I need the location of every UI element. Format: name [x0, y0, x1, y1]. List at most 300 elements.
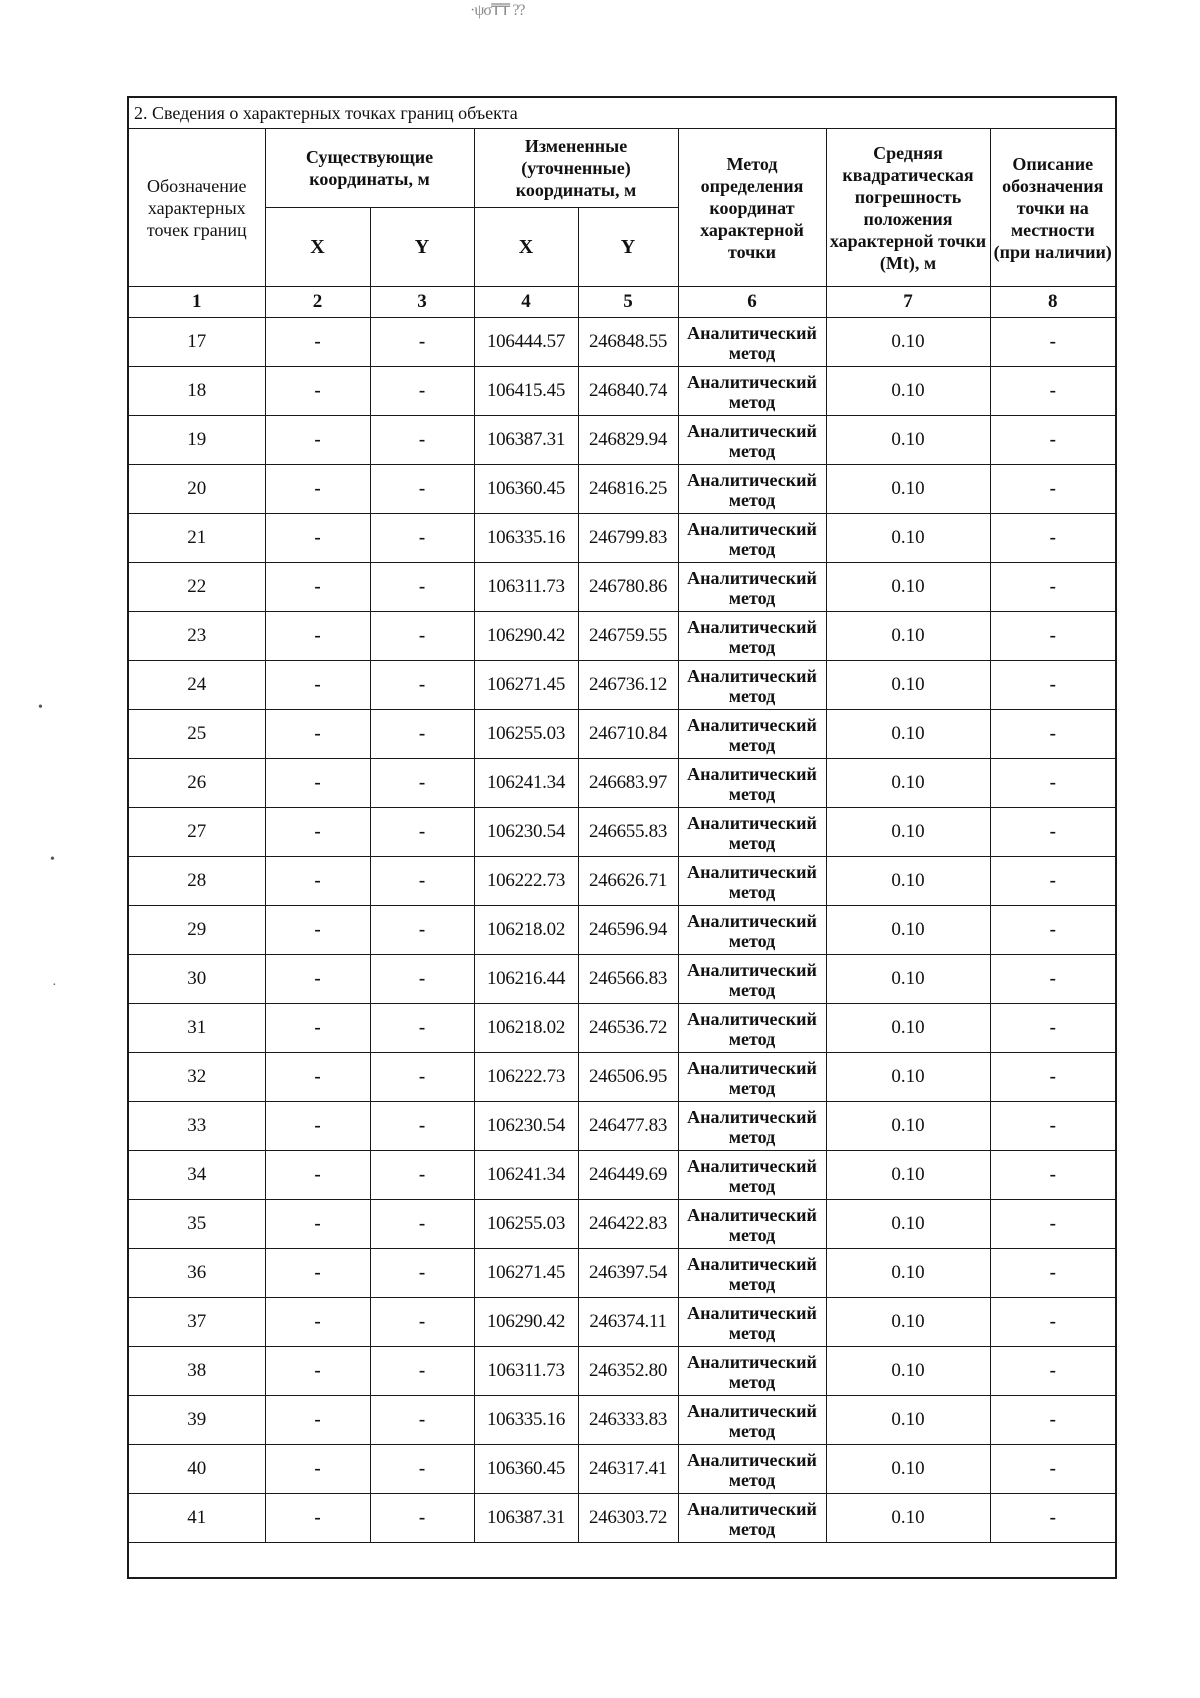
point-id-cell: 30 — [129, 955, 265, 1004]
method-cell — [678, 1053, 826, 1102]
table-row — [129, 661, 1115, 710]
description-cell: - — [990, 1347, 1115, 1396]
existing-y-cell: - — [370, 563, 474, 612]
table-row — [129, 612, 1115, 661]
existing-y-cell: - — [370, 906, 474, 955]
existing-x-cell: - — [265, 710, 370, 759]
description-cell: - — [990, 906, 1115, 955]
table-row — [129, 1004, 1115, 1053]
existing-x-cell: - — [265, 1151, 370, 1200]
table-header — [129, 129, 1115, 318]
changed-x-cell: 106241.34 — [474, 1151, 578, 1200]
existing-y-cell: - — [370, 612, 474, 661]
changed-y-cell: 246683.97 — [578, 759, 678, 808]
method-line-1: Аналитический — [687, 1106, 817, 1127]
table-row — [129, 563, 1115, 612]
method-line-1: Аналитический — [687, 1204, 817, 1225]
point-id-cell: 40 — [129, 1445, 265, 1494]
changed-x-cell: 106230.54 — [474, 808, 578, 857]
point-id-cell: 36 — [129, 1249, 265, 1298]
changed-x-cell: 106222.73 — [474, 1053, 578, 1102]
table-row — [129, 1396, 1115, 1445]
table-row — [129, 1053, 1115, 1102]
table-row — [129, 1494, 1115, 1543]
method-line-1: Аналитический — [687, 371, 817, 392]
method-line-1: Аналитический — [687, 861, 817, 882]
changed-x-cell: 106335.16 — [474, 514, 578, 563]
existing-y-cell: - — [370, 857, 474, 906]
changed-y-cell: 246422.83 — [578, 1200, 678, 1249]
existing-x-cell: - — [265, 1102, 370, 1151]
method-line-1: Аналитический — [687, 665, 817, 686]
changed-x-cell: 106290.42 — [474, 612, 578, 661]
existing-x-cell: - — [265, 612, 370, 661]
method-cell — [678, 1298, 826, 1347]
error-cell: 0.10 — [826, 416, 990, 465]
method-line-2: метод — [728, 538, 776, 559]
error-cell: 0.10 — [826, 1494, 990, 1543]
description-cell: - — [990, 1249, 1115, 1298]
existing-y-cell: - — [370, 318, 474, 367]
table-row — [129, 1298, 1115, 1347]
error-cell: 0.10 — [826, 1298, 990, 1347]
existing-x-cell: - — [265, 1445, 370, 1494]
method-line-1: Аналитический — [687, 1008, 817, 1029]
changed-x-cell: 106335.16 — [474, 1396, 578, 1445]
error-cell: 0.10 — [826, 808, 990, 857]
point-id-cell: 17 — [129, 318, 265, 367]
changed-x-cell: 106387.31 — [474, 416, 578, 465]
method-line-2: метод — [728, 342, 776, 363]
method-line-1: Аналитический — [687, 1498, 817, 1519]
method-line-1: Аналитический — [687, 567, 817, 588]
method-cell — [678, 1004, 826, 1053]
point-id-cell: 21 — [129, 514, 265, 563]
table-row — [129, 759, 1115, 808]
error-cell: 0.10 — [826, 1396, 990, 1445]
changed-y-cell: 246477.83 — [578, 1102, 678, 1151]
changed-x-cell: 106230.54 — [474, 1102, 578, 1151]
point-id-cell: 33 — [129, 1102, 265, 1151]
method-line-1: Аналитический — [687, 910, 817, 931]
method-cell — [678, 1200, 826, 1249]
method-cell — [678, 1396, 826, 1445]
method-line-2: метод — [728, 391, 776, 412]
point-id-cell: 24 — [129, 661, 265, 710]
existing-y-cell: - — [370, 1249, 474, 1298]
description-cell: - — [990, 612, 1115, 661]
method-line-2: метод — [728, 1224, 776, 1245]
description-cell: - — [990, 1445, 1115, 1494]
error-cell: 0.10 — [826, 1151, 990, 1200]
method-cell — [678, 955, 826, 1004]
error-cell: 0.10 — [826, 1004, 990, 1053]
table-row — [129, 1102, 1115, 1151]
point-id-cell: 31 — [129, 1004, 265, 1053]
column-number: 4 — [474, 287, 578, 318]
changed-y-cell: 246799.83 — [578, 514, 678, 563]
error-cell: 0.10 — [826, 955, 990, 1004]
error-cell: 0.10 — [826, 465, 990, 514]
table-row — [129, 1200, 1115, 1249]
header-changed-coords: Измененные (уточненные) координаты, м — [474, 129, 678, 208]
method-cell — [678, 416, 826, 465]
description-cell: - — [990, 465, 1115, 514]
header-changed-y: Y — [578, 208, 678, 287]
existing-x-cell: - — [265, 1249, 370, 1298]
existing-x-cell: - — [265, 808, 370, 857]
point-id-cell: 38 — [129, 1347, 265, 1396]
existing-x-cell: - — [265, 955, 370, 1004]
changed-y-cell: 246352.80 — [578, 1347, 678, 1396]
method-line-1: Аналитический — [687, 616, 817, 637]
header-existing-x: X — [265, 208, 370, 287]
changed-y-cell: 246710.84 — [578, 710, 678, 759]
table-row — [129, 808, 1115, 857]
method-line-1: Аналитический — [687, 1057, 817, 1078]
error-cell: 0.10 — [826, 514, 990, 563]
existing-y-cell: - — [370, 1396, 474, 1445]
existing-x-cell: - — [265, 661, 370, 710]
table-row — [129, 318, 1115, 367]
method-cell — [678, 1102, 826, 1151]
changed-y-cell: 246780.86 — [578, 563, 678, 612]
method-cell — [678, 514, 826, 563]
method-line-1: Аналитический — [687, 469, 817, 490]
method-line-1: Аналитический — [687, 1400, 817, 1421]
error-cell: 0.10 — [826, 367, 990, 416]
table-row — [129, 1445, 1115, 1494]
existing-y-cell: - — [370, 1347, 474, 1396]
method-line-2: метод — [728, 489, 776, 510]
changed-x-cell: 106360.45 — [474, 1445, 578, 1494]
method-cell — [678, 1347, 826, 1396]
table-row — [129, 465, 1115, 514]
method-line-2: метод — [728, 1322, 776, 1343]
existing-x-cell: - — [265, 1004, 370, 1053]
existing-y-cell: - — [370, 1151, 474, 1200]
table-row — [129, 367, 1115, 416]
changed-x-cell: 106271.45 — [474, 1249, 578, 1298]
changed-y-cell: 246759.55 — [578, 612, 678, 661]
description-cell: - — [990, 710, 1115, 759]
column-number: 1 — [129, 287, 265, 318]
margin-speck: • — [50, 852, 55, 867]
existing-y-cell: - — [370, 955, 474, 1004]
point-id-cell: 25 — [129, 710, 265, 759]
point-id-cell: 28 — [129, 857, 265, 906]
existing-y-cell: - — [370, 759, 474, 808]
method-line-1: Аналитический — [687, 1155, 817, 1176]
error-cell: 0.10 — [826, 318, 990, 367]
table-row — [129, 1151, 1115, 1200]
description-cell: - — [990, 367, 1115, 416]
existing-y-cell: - — [370, 1200, 474, 1249]
point-id-cell: 32 — [129, 1053, 265, 1102]
table-body — [129, 318, 1115, 1543]
method-line-2: метод — [728, 1518, 776, 1539]
changed-y-cell: 246626.71 — [578, 857, 678, 906]
method-line-2: метод — [728, 1126, 776, 1147]
error-cell: 0.10 — [826, 612, 990, 661]
method-cell — [678, 808, 826, 857]
existing-x-cell: - — [265, 1396, 370, 1445]
existing-y-cell: - — [370, 710, 474, 759]
existing-x-cell: - — [265, 1298, 370, 1347]
method-line-1: Аналитический — [687, 1351, 817, 1372]
changed-x-cell: 106218.02 — [474, 906, 578, 955]
method-cell — [678, 367, 826, 416]
column-numbers-row — [129, 287, 1115, 318]
table-row — [129, 955, 1115, 1004]
changed-x-cell: 106290.42 — [474, 1298, 578, 1347]
method-line-1: Аналитический — [687, 1302, 817, 1323]
description-cell: - — [990, 1004, 1115, 1053]
existing-y-cell: - — [370, 1053, 474, 1102]
table-row — [129, 416, 1115, 465]
header-existing-y: Y — [370, 208, 474, 287]
point-id-cell: 26 — [129, 759, 265, 808]
points-sheet — [127, 96, 1117, 1579]
description-cell: - — [990, 1494, 1115, 1543]
error-cell: 0.10 — [826, 1445, 990, 1494]
method-cell — [678, 318, 826, 367]
method-line-2: метод — [728, 685, 776, 706]
changed-y-cell: 246566.83 — [578, 955, 678, 1004]
point-id-cell: 20 — [129, 465, 265, 514]
changed-y-cell: 246506.95 — [578, 1053, 678, 1102]
column-number: 7 — [826, 287, 990, 318]
existing-y-cell: - — [370, 465, 474, 514]
error-cell: 0.10 — [826, 906, 990, 955]
method-line-1: Аналитический — [687, 322, 817, 343]
changed-y-cell: 246536.72 — [578, 1004, 678, 1053]
method-line-2: метод — [728, 1273, 776, 1294]
existing-x-cell: - — [265, 1200, 370, 1249]
existing-y-cell: - — [370, 661, 474, 710]
description-cell: - — [990, 759, 1115, 808]
method-cell — [678, 612, 826, 661]
error-cell: 0.10 — [826, 759, 990, 808]
header-existing-coords: Существующие координаты, м — [265, 129, 474, 208]
method-line-2: метод — [728, 1028, 776, 1049]
method-line-1: Аналитический — [687, 763, 817, 784]
method-cell — [678, 906, 826, 955]
changed-y-cell: 246333.83 — [578, 1396, 678, 1445]
existing-y-cell: - — [370, 1445, 474, 1494]
table-row — [129, 906, 1115, 955]
method-cell — [678, 1494, 826, 1543]
existing-x-cell: - — [265, 1053, 370, 1102]
point-id-cell: 41 — [129, 1494, 265, 1543]
table-row — [129, 1249, 1115, 1298]
existing-y-cell: - — [370, 416, 474, 465]
existing-x-cell: - — [265, 563, 370, 612]
method-line-2: метод — [728, 440, 776, 461]
existing-x-cell: - — [265, 1347, 370, 1396]
table-row — [129, 514, 1115, 563]
table-empty-row — [129, 1543, 1115, 1577]
description-cell: - — [990, 1102, 1115, 1151]
point-id-cell: 22 — [129, 563, 265, 612]
changed-y-cell: 246596.94 — [578, 906, 678, 955]
description-cell: - — [990, 857, 1115, 906]
changed-y-cell: 246816.25 — [578, 465, 678, 514]
existing-x-cell: - — [265, 367, 370, 416]
error-cell: 0.10 — [826, 1249, 990, 1298]
existing-x-cell: - — [265, 318, 370, 367]
method-line-2: метод — [728, 783, 776, 804]
changed-x-cell: 106387.31 — [474, 1494, 578, 1543]
method-line-2: метод — [728, 1175, 776, 1196]
changed-x-cell: 106216.44 — [474, 955, 578, 1004]
description-cell: - — [990, 955, 1115, 1004]
changed-y-cell: 246736.12 — [578, 661, 678, 710]
error-cell: 0.10 — [826, 563, 990, 612]
description-cell: - — [990, 563, 1115, 612]
column-number: 3 — [370, 287, 474, 318]
description-cell: - — [990, 1396, 1115, 1445]
changed-x-cell: 106241.34 — [474, 759, 578, 808]
changed-y-cell: 246303.72 — [578, 1494, 678, 1543]
method-line-1: Аналитический — [687, 420, 817, 441]
point-id-cell: 35 — [129, 1200, 265, 1249]
method-line-2: метод — [728, 979, 776, 1000]
header-designation: Обозначение характерных точек границ — [129, 129, 265, 287]
changed-y-cell: 246449.69 — [578, 1151, 678, 1200]
point-id-cell: 29 — [129, 906, 265, 955]
method-cell — [678, 1249, 826, 1298]
changed-x-cell: 106360.45 — [474, 465, 578, 514]
changed-y-cell: 246317.41 — [578, 1445, 678, 1494]
method-cell — [678, 759, 826, 808]
changed-y-cell: 246655.83 — [578, 808, 678, 857]
description-cell: - — [990, 1053, 1115, 1102]
changed-x-cell: 106255.03 — [474, 710, 578, 759]
description-cell: - — [990, 661, 1115, 710]
existing-y-cell: - — [370, 1494, 474, 1543]
existing-y-cell: - — [370, 1298, 474, 1347]
changed-x-cell: 106218.02 — [474, 1004, 578, 1053]
method-line-1: Аналитический — [687, 714, 817, 735]
margin-speck: • — [38, 700, 43, 715]
method-cell — [678, 1445, 826, 1494]
description-cell: - — [990, 416, 1115, 465]
method-line-1: Аналитический — [687, 812, 817, 833]
description-cell: - — [990, 1298, 1115, 1347]
changed-y-cell: 246397.54 — [578, 1249, 678, 1298]
characteristic-points-table — [129, 129, 1115, 1543]
error-cell: 0.10 — [826, 857, 990, 906]
existing-x-cell: - — [265, 857, 370, 906]
changed-x-cell: 106222.73 — [474, 857, 578, 906]
header-description: Описание обозначения точки на местности (при наличии) — [990, 129, 1115, 287]
method-line-2: метод — [728, 734, 776, 755]
table-row — [129, 857, 1115, 906]
changed-x-cell: 106415.45 — [474, 367, 578, 416]
method-cell — [678, 857, 826, 906]
existing-x-cell: - — [265, 416, 370, 465]
existing-x-cell: - — [265, 465, 370, 514]
description-cell: - — [990, 318, 1115, 367]
method-cell — [678, 710, 826, 759]
existing-x-cell: - — [265, 1494, 370, 1543]
method-cell — [678, 563, 826, 612]
error-cell: 0.10 — [826, 1102, 990, 1151]
point-id-cell: 18 — [129, 367, 265, 416]
existing-x-cell: - — [265, 759, 370, 808]
point-id-cell: 27 — [129, 808, 265, 857]
point-id-cell: 37 — [129, 1298, 265, 1347]
changed-x-cell: 106311.73 — [474, 563, 578, 612]
method-line-2: метод — [728, 1077, 776, 1098]
existing-y-cell: - — [370, 1004, 474, 1053]
changed-y-cell: 246840.74 — [578, 367, 678, 416]
description-cell: - — [990, 514, 1115, 563]
header-changed-x: X — [474, 208, 578, 287]
margin-speck: · — [52, 978, 57, 993]
header-method: Метод определения координат характерной точки — [678, 129, 826, 287]
changed-y-cell: 246374.11 — [578, 1298, 678, 1347]
changed-x-cell: 106444.57 — [474, 318, 578, 367]
method-line-2: метод — [728, 930, 776, 951]
table-row — [129, 710, 1115, 759]
point-id-cell: 39 — [129, 1396, 265, 1445]
method-line-2: метод — [728, 881, 776, 902]
header-error: Средняя квадратическая погрешность положения характерной точки (Mt), м — [826, 129, 990, 287]
changed-x-cell: 106255.03 — [474, 1200, 578, 1249]
existing-y-cell: - — [370, 514, 474, 563]
method-line-2: метод — [728, 587, 776, 608]
error-cell: 0.10 — [826, 1200, 990, 1249]
method-line-2: метод — [728, 1371, 776, 1392]
method-line-2: метод — [728, 636, 776, 657]
method-line-2: метод — [728, 1420, 776, 1441]
changed-y-cell: 246829.94 — [578, 416, 678, 465]
point-id-cell: 19 — [129, 416, 265, 465]
error-cell: 0.10 — [826, 661, 990, 710]
section-title: 2. Сведения о характерных точках границ объекта — [129, 98, 1115, 129]
point-id-cell: 23 — [129, 612, 265, 661]
description-cell: - — [990, 1200, 1115, 1249]
method-line-1: Аналитический — [687, 518, 817, 539]
description-cell: - — [990, 1151, 1115, 1200]
column-number: 6 — [678, 287, 826, 318]
point-id-cell: 34 — [129, 1151, 265, 1200]
error-cell: 0.10 — [826, 1347, 990, 1396]
method-line-1: Аналитический — [687, 959, 817, 980]
scan-artifact-mark: ·ψσ₸₸ ?? — [470, 2, 525, 19]
existing-y-cell: - — [370, 808, 474, 857]
changed-y-cell: 246848.55 — [578, 318, 678, 367]
changed-x-cell: 106311.73 — [474, 1347, 578, 1396]
method-line-1: Аналитический — [687, 1253, 817, 1274]
method-line-2: метод — [728, 1469, 776, 1490]
method-line-2: метод — [728, 832, 776, 853]
existing-y-cell: - — [370, 1102, 474, 1151]
error-cell: 0.10 — [826, 1053, 990, 1102]
existing-x-cell: - — [265, 906, 370, 955]
method-cell — [678, 1151, 826, 1200]
method-line-1: Аналитический — [687, 1449, 817, 1470]
method-cell — [678, 661, 826, 710]
column-number: 2 — [265, 287, 370, 318]
existing-y-cell: - — [370, 367, 474, 416]
column-number: 8 — [990, 287, 1115, 318]
description-cell: - — [990, 808, 1115, 857]
column-number: 5 — [578, 287, 678, 318]
changed-x-cell: 106271.45 — [474, 661, 578, 710]
